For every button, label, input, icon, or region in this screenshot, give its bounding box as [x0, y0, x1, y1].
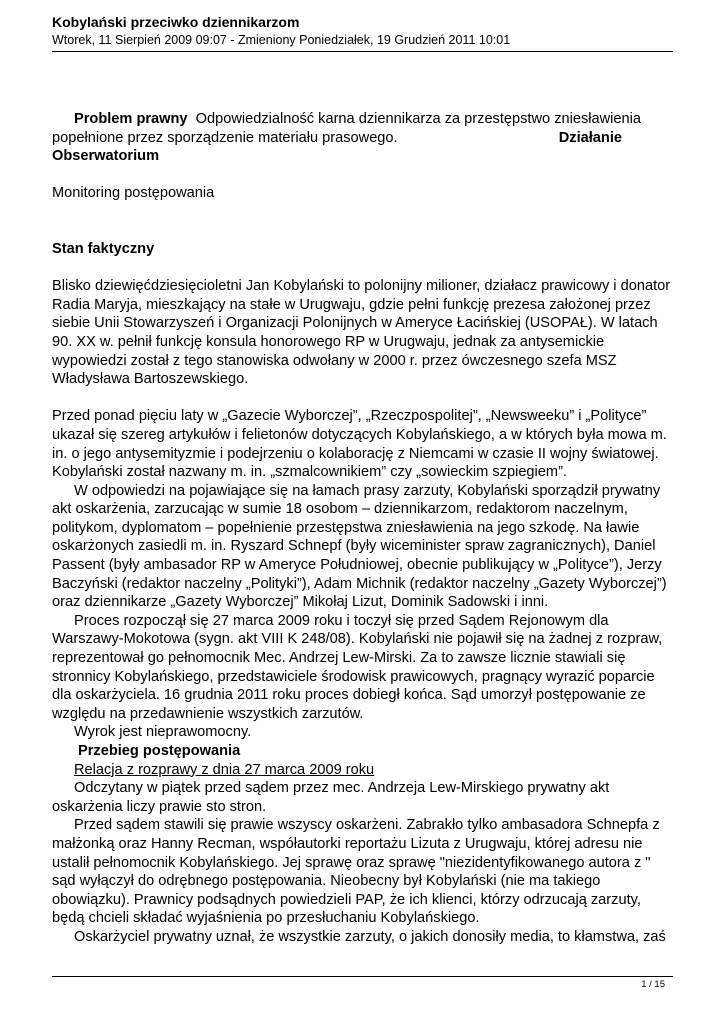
verdict-note: [52, 723, 677, 742]
facts-paragraph-1: [52, 277, 677, 389]
course-heading: Przebieg postępowania: [78, 743, 241, 759]
action-value: [52, 184, 677, 203]
text-line: Oskarżyciel prywatny uznał, że wszystkie zarzuty, o jakich donosiły media, to kłamstwa, zaś: [74, 928, 666, 945]
course-paragraph-2: [52, 816, 677, 928]
text-line: stronnicy Kobylańskiego, przedstawiciele środowisk prawicowych, pragnący wyrazić poparcie: [52, 668, 655, 685]
text-line: Radia Maryja, mieszkający na stałe w Urugwaju, gdzie pełni funkcję prezesa założonej przez: [52, 296, 651, 313]
text-line: Odczytany w piątek przed sądem przez mec. Andrzeja Lew-Mirskiego prywatny akt: [74, 780, 610, 797]
text-line: Władysława Bartoszewskiego.: [52, 371, 249, 388]
hearing-report-link[interactable]: Relacja z rozprawy z dnia 27 marca 2009 roku: [74, 761, 375, 778]
page-number: 1 / 15: [641, 979, 665, 990]
facts-paragraph-4: [52, 612, 677, 724]
facts-paragraph-3: [52, 482, 677, 612]
text-line: Przed ponad pięciu laty w „Gazecie Wyborczej”, „Rzeczpospolitej”, „Newsweeku” i „Polityce”: [52, 408, 647, 425]
text-line: oraz dziennikarze „Gazety Wyborczej” Mikołaj Lizut, Dominik Sadowski i inni.: [52, 594, 549, 611]
action-label-cont: Obserwatorium: [52, 148, 160, 165]
text-line: wypowiedzi został z tego stanowiska odwołany w 2000 r. przez ówczesnego szefa MSZ: [52, 352, 617, 369]
document-dates: Wtorek, 11 Sierpień 2009 09:07 - Zmieniony Poniedziałek, 19 Grudzień 2011 10:01: [52, 33, 511, 47]
header-divider: [52, 51, 673, 52]
text-line: będą chcieli składać wyjaśnienia po przesłuchaniu Kobylańskiego.: [52, 910, 480, 927]
course-paragraph-3: [52, 928, 677, 947]
text-line: ukazał się szereg artykułów i felietonów dotyczących Kobylańskiego, a w których była mowa m.: [52, 426, 667, 443]
text-line: in. o jego antysemityzmie i podejrzeniu o kolaborację z Niemcami w czasie II wojny światowej.: [52, 445, 659, 462]
text-line: oskarżenia liczy prawie sto stron.: [52, 798, 267, 815]
text-line: Blisko dziewięćdziesięcioletni Jan Kobylański to polonijny milioner, działacz prawicowy i donator: [52, 278, 671, 295]
footer-divider: [52, 976, 673, 977]
text-line: małżonką oraz Hanny Recman, współautorki reportażu Lizuta z Urugwaju, której adresu nie: [52, 835, 643, 852]
text-line: względu na przedawnienie wszystkich zarzutów.: [52, 705, 364, 722]
text-line: Wyrok jest nieprawomocny.: [74, 724, 252, 741]
text-line: ustalił pełnomocnik Kobylańskiego. Jej sprawę oraz sprawę "niezidentyfikowanego autora z ": [52, 854, 651, 871]
text-line: W odpowiedzi na pojawiające się na łamach prasy zarzuty, Kobylański sporządził prywatny: [74, 482, 661, 499]
problem-label: Problem prawny: [74, 111, 188, 127]
intro-paragraph: [52, 110, 677, 166]
document-title: Kobylański przeciwko dziennikarzom: [52, 14, 300, 30]
text-line: dla oskarżyciela. 16 grudnia 2011 roku proces dobiegł końca. Sąd umorzył postępowanie ze: [52, 687, 646, 704]
facts-heading: Stan faktyczny: [52, 240, 155, 257]
text-line: Baczyński (redaktor naczelny „Polityki”), Adam Michnik (redaktor naczelny „Gazety Wyborczej”): [52, 575, 667, 592]
problem-text: Odpowiedzialność karna dziennikarza za przestępstwo zniesławienia: [195, 111, 642, 127]
text-line: obowiązku). Prawnicy podsądnych powiedzieli PAP, że ich klienci, którzy odrzucają zarzuty,: [52, 891, 641, 908]
text-line: oskarżonych zasiedli m. in. Ryszard Schnepf (były wiceminister spraw zagranicznych), Daniel: [52, 538, 656, 555]
facts-paragraph-2: [52, 407, 677, 481]
text-line: sąd wyłączył do odrębnego postępowania. Nieobecny był Kobylański (nie ma takiego: [52, 873, 601, 890]
text-line: Przed sądem stawili się prawie wszyscy oskarżeni. Zabrakło tylko ambasadora Schnepfa z: [74, 817, 660, 834]
problem-text-cont: popełnione przez sporządzenie materiału prasowego.: [52, 129, 398, 146]
action-label: Działanie: [558, 129, 622, 146]
text-line: 90. XX w. pełnił funkcję konsula honorowego RP w Urugwaju, jednak za antysemickie: [52, 333, 605, 350]
text-line: reprezentował go pełnomocnik Mec. Andrzej Lew-Mirski. Za to zawsze licznie stawiali się: [52, 650, 626, 667]
course-paragraph-1: [52, 779, 677, 816]
text-line: siebie Unii Stowarzyszeń i Organizacji Polonijnych w Ameryce Łacińskiej (USOPAŁ). W latach: [52, 315, 658, 332]
text-line: Passent (były ambasador RP w Ameryce Południowej, obecnie publikujący w „Polityce”), Jerzy: [52, 557, 662, 574]
text-line: politykom, dyplomatom – popełnienie przestępstwa zniesławienia na jego szkodę. Na ławie: [52, 519, 640, 536]
text-line: Warszawy-Mokotowa (sygn. akt VIII K 248/08). Kobylański nie pojawił się na żadnej z rozpraw,: [52, 631, 663, 648]
course-heading-row: [52, 742, 677, 761]
hearing-link-row: [52, 761, 677, 780]
text-line: Kobylański został nazwany m. in. „szmalcownikiem” czy „sowieckim szpiegiem”.: [52, 464, 567, 481]
action-value-text: Monitoring postępowania: [52, 185, 215, 202]
article-body: [52, 110, 677, 947]
text-line: akt oskarżenia, zarzucając w sumie 18 osobom – dziennikarzom, redaktorom naczelnym,: [52, 501, 628, 518]
text-line: Proces rozpoczął się 27 marca 2009 roku i toczył się przed Sądem Rejonowym dla: [74, 612, 609, 629]
